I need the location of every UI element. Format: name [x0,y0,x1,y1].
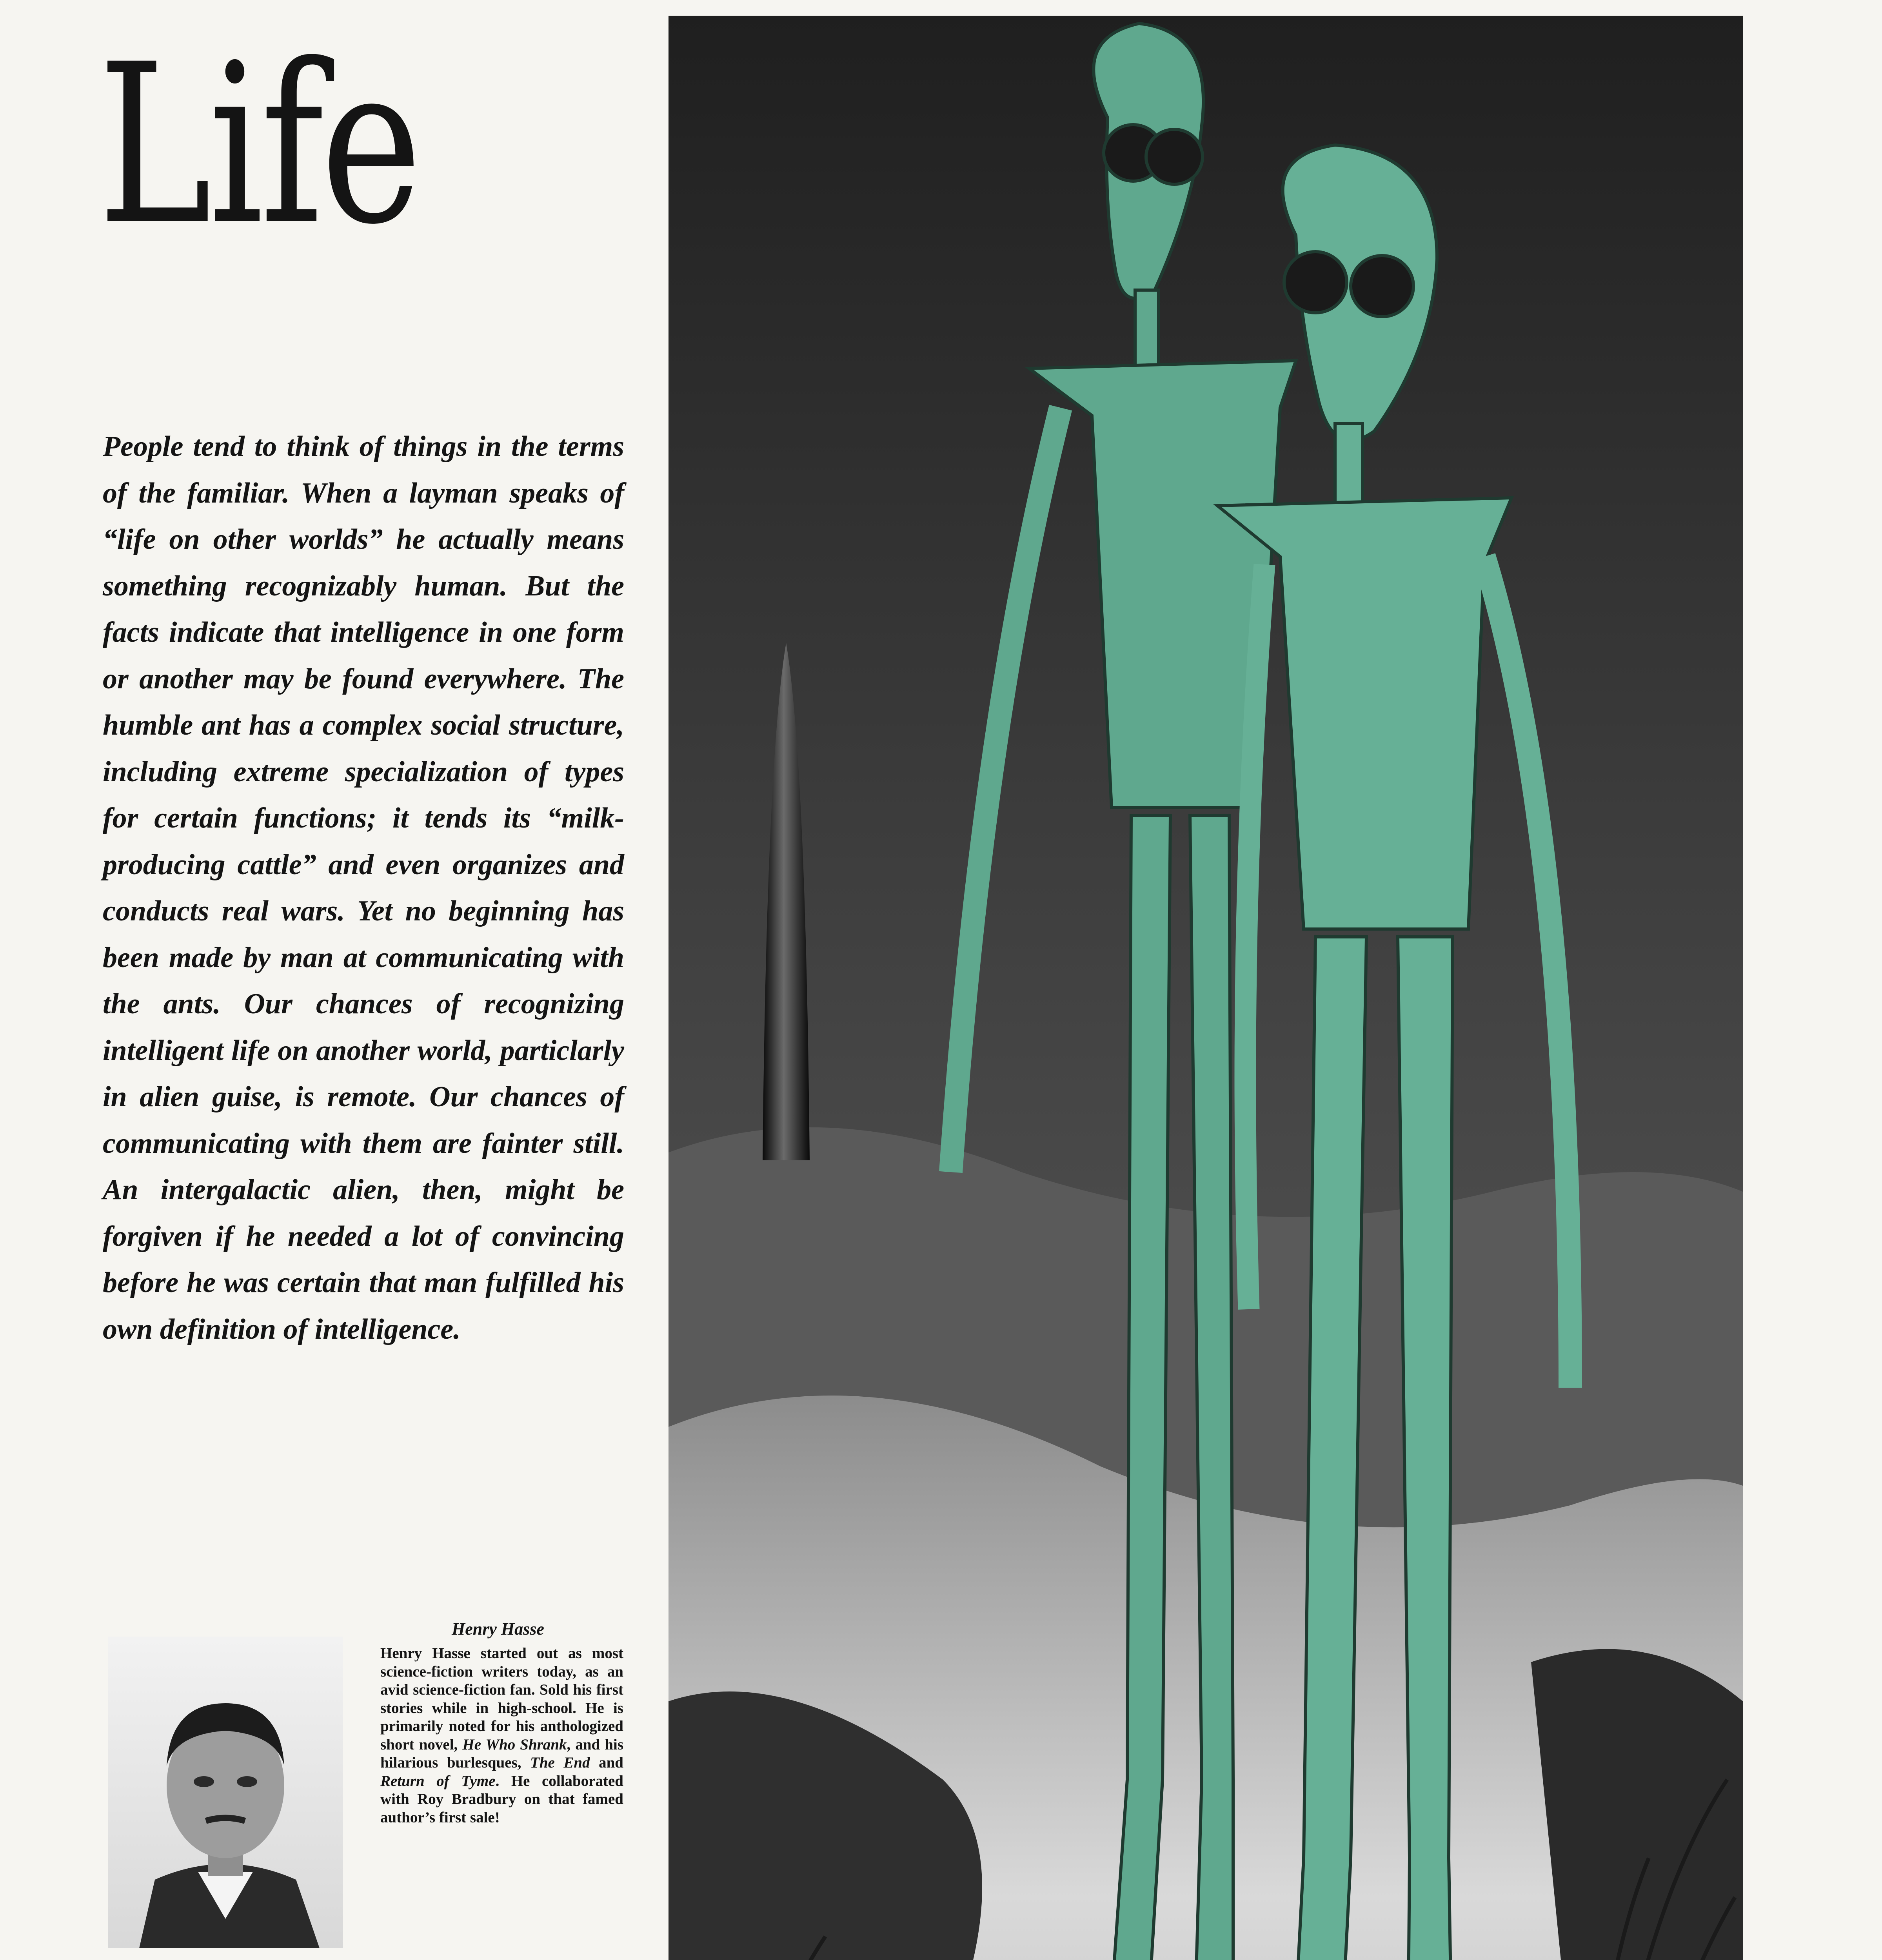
alien-illustration [669,16,1743,1960]
bio-text: . He collaborated with Roy Bradbury on that famed author’s first sale! [380,1772,623,1826]
bio-title: The End [530,1754,590,1771]
bio-title: Return of Tyme [380,1772,496,1789]
bio-text: , and his hilarious burlesques, [380,1736,623,1771]
henry-hasse-photo [108,1637,343,1948]
henry-hasse-bio [380,1644,623,1827]
henry-hasse-name: Henry Hasse [452,1619,544,1639]
bio-text: and [590,1754,623,1771]
intro-paragraph: People tend to think of things in the terms of the familiar. When a layman speaks of “life on other worlds” he actually means something recognizably human. But the facts indicate that intelligence in one form or another may be found everywhere. The humble ant has a complex social structure, including extreme specialization of types for certain functions; it tends its “milk-producing cattle” and even organizes and conducts real wars. Yet no beginning has been made by man at communicating with the ants. Our chances of recognizing intelligent life on another world, particlarly in alien guise, is remote. Our chances of communicating with them are fainter still. An intergalactic alien, then, might be forgiven if he needed a lot of convincing before he was certain that man fulfilled his own definition of intelligence. [103,430,624,1345]
bio-text: Henry Hasse started out as most science-fiction writers today, as an avid science-fiction fan. Sold his first stories while in high-school. He is primarily noted for his anthologized short novel, [380,1645,623,1753]
bio-title: He Who Shrank [462,1736,567,1753]
page-title: Life [98,17,419,273]
